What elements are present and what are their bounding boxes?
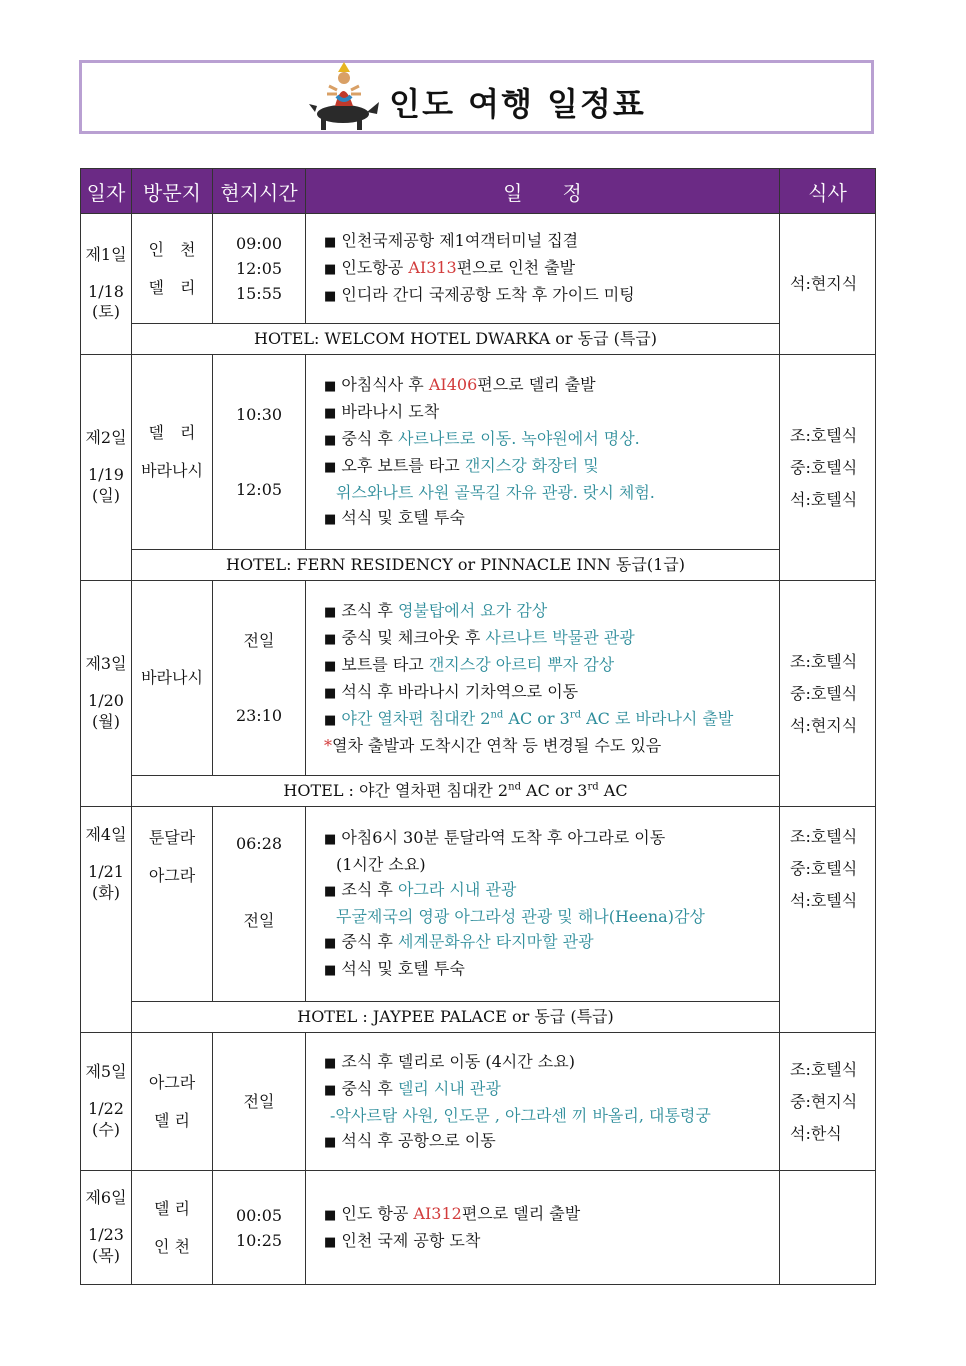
schedule-cell xyxy=(306,581,780,776)
day-label: 제6일 xyxy=(85,1188,127,1208)
schedule-line: ■ 석식 후 바라나시 기차역으로 이동 xyxy=(324,682,579,701)
place-item: 인 천 xyxy=(148,239,196,259)
time-cell xyxy=(213,1171,306,1285)
weekday-label: (화) xyxy=(92,882,120,902)
header-row xyxy=(81,169,876,214)
day-cell xyxy=(81,1171,132,1285)
meal-cell xyxy=(780,1171,876,1285)
meal-cell xyxy=(780,214,876,355)
schedule-line: ■ 야간 열차편 침대칸 2nd AC or 3rd AC 로 바라나시 출발 xyxy=(324,709,734,728)
place-item: 델 리 xyxy=(148,277,196,297)
place-cell xyxy=(132,1171,213,1285)
time-item: 10:25 xyxy=(235,1230,283,1250)
meal-cell xyxy=(780,1033,876,1171)
header-schedule: 일 정 xyxy=(306,169,780,214)
schedule-line: (1시간 소요) xyxy=(336,855,426,874)
schedule-line: ■ 오후 보트를 타고 갠지스강 화장터 및 xyxy=(324,456,599,475)
day-cell xyxy=(81,214,132,355)
date-label: 1/22 xyxy=(88,1099,124,1119)
meal-item: 조:호텔식 xyxy=(790,425,858,445)
meal-item: 석:한식 xyxy=(790,1123,842,1143)
meal-item: 석:현지식 xyxy=(790,715,858,735)
schedule-line: ■ 아침식사 후 AI406편으로 델리 출발 xyxy=(324,375,596,394)
place-item: 델 리 xyxy=(154,1198,190,1218)
schedule-cell xyxy=(306,1171,780,1285)
schedule-line: ■ 보트를 타고 갠지스강 아르티 뿌자 감상 xyxy=(324,655,615,674)
place-item: 델 리 xyxy=(148,423,196,442)
bullet-icon: ■ xyxy=(324,632,337,647)
schedule-line: ■ 석식 및 호텔 투숙 xyxy=(324,959,465,978)
day-row xyxy=(81,1171,876,1285)
day-cell xyxy=(81,581,132,807)
day-label: 제2일 xyxy=(85,428,127,448)
meal-item: 조:호텔식 xyxy=(790,1059,858,1079)
header-time: 현지시간 xyxy=(213,169,306,214)
schedule-line: ■ 중식 후 델리 시내 관광 xyxy=(324,1079,501,1098)
schedule-line: 무굴제국의 영광 아그라성 관광 및 해나(Heena)감상 xyxy=(336,907,705,926)
place-item: 인 천 xyxy=(154,1236,190,1256)
header-day: 일자 xyxy=(81,169,132,214)
bullet-icon: ■ xyxy=(324,963,337,978)
schedule-line: ■ 아침6시 30분 툰달라역 도착 후 아그라로 이동 xyxy=(324,828,666,847)
date-label: 1/23 xyxy=(88,1225,124,1245)
weekday-label: (수) xyxy=(92,1119,120,1139)
hotel-row: HOTEL: WELCOM HOTEL DWARKA or 동급 (특급) xyxy=(132,324,780,355)
day-row xyxy=(81,355,876,550)
time-cell xyxy=(213,807,306,1002)
schedule-line: ■ 중식 및 체크아웃 후 사르나트 박물관 관광 xyxy=(324,628,635,647)
hotel-row: HOTEL: FERN RESIDENCY or PINNACLE INN 동급(1급) xyxy=(132,550,780,581)
bullet-icon: ■ xyxy=(324,1135,337,1150)
bullet-icon: ■ xyxy=(324,379,337,394)
place-item: 아그라 xyxy=(148,1072,196,1092)
meal-item: 중:호텔식 xyxy=(790,683,858,703)
schedule-line: -악사르탐 사원, 인도문 , 아그라센 끼 바올리, 대통령궁 xyxy=(330,1106,711,1125)
schedule-cell xyxy=(306,807,780,1002)
time-item: 전일 xyxy=(243,1092,275,1111)
date-label: 1/20 xyxy=(88,691,124,711)
bullet-icon: ■ xyxy=(324,884,337,899)
schedule-line: ■ 인도 항공 AI312편으로 델리 출발 xyxy=(324,1203,581,1223)
schedule-line: ■ 인천국제공항 제1여객터미널 집결 xyxy=(324,231,579,250)
hotel-row: HOTEL : 야간 열차편 침대칸 2nd AC or 3rd AC xyxy=(132,776,780,807)
hotel-row: HOTEL : JAYPEE PALACE or 동급 (특급) xyxy=(132,1002,780,1033)
time-item: 23:10 xyxy=(235,706,283,725)
date-label: 1/21 xyxy=(88,861,124,881)
bullet-icon: ■ xyxy=(324,659,337,674)
time-item: 10:30 xyxy=(235,405,283,424)
day-cell xyxy=(81,1033,132,1171)
time-item: 00:05 xyxy=(235,1205,283,1225)
time-item: 06:28 xyxy=(235,834,283,853)
schedule-cell xyxy=(306,1033,780,1171)
place-cell xyxy=(132,214,213,324)
bullet-icon: ■ xyxy=(324,713,337,728)
bullet-icon: ■ xyxy=(324,1234,337,1250)
weekday-label: (토) xyxy=(92,302,120,322)
time-item: 12:05 xyxy=(235,259,283,278)
title-box xyxy=(79,60,874,134)
header-place: 방문지 xyxy=(132,169,213,214)
meal-item: 중:현지식 xyxy=(790,1091,858,1111)
time-cell xyxy=(213,1033,306,1171)
bullet-icon: ■ xyxy=(324,289,337,304)
schedule-cell xyxy=(306,355,780,550)
schedule-line: ■ 인도항공 AI313편으로 인천 출발 xyxy=(324,258,576,277)
bullet-icon: ■ xyxy=(324,406,337,421)
header-meal: 식사 xyxy=(780,169,876,214)
day-label: 제4일 xyxy=(85,825,127,844)
day-label: 제3일 xyxy=(85,654,127,674)
time-cell xyxy=(213,355,306,550)
bullet-icon: ■ xyxy=(324,235,337,250)
weekday-label: (월) xyxy=(92,711,120,731)
time-item: 전일 xyxy=(243,631,275,650)
schedule-line: ■ 조식 후 아그라 시내 관광 xyxy=(324,880,517,899)
day-cell xyxy=(81,807,132,1033)
day-cell xyxy=(81,355,132,581)
place-cell xyxy=(132,581,213,776)
day-row xyxy=(81,581,876,776)
goddess-on-tiger-icon xyxy=(307,56,383,132)
time-cell xyxy=(213,581,306,776)
time-item: 09:00 xyxy=(235,234,283,253)
time-item: 12:05 xyxy=(235,480,283,499)
meal-item: 조:호텔식 xyxy=(790,651,858,671)
bullet-icon: ■ xyxy=(324,1056,337,1071)
date-label: 1/19 xyxy=(88,465,124,485)
schedule-line: ■ 석식 및 호텔 투숙 xyxy=(324,508,465,527)
day-label: 제5일 xyxy=(85,1062,127,1082)
meal-cell xyxy=(780,581,876,807)
time-cell xyxy=(213,214,306,324)
place-item: 툰달라 xyxy=(148,828,196,847)
bullet-icon: ■ xyxy=(324,460,337,475)
meal-item: 조:호텔식 xyxy=(790,827,858,846)
schedule-line: ■ 조식 후 델리로 이동 (4시간 소요) xyxy=(324,1052,575,1071)
place-cell xyxy=(132,1033,213,1171)
day-row xyxy=(81,214,876,324)
meal-cell xyxy=(780,355,876,581)
meal-item: 석:현지식 xyxy=(790,274,858,293)
meal-cell xyxy=(780,807,876,1033)
schedule-line: ■ 중식 후 사르나트로 이동. 녹야원에서 명상. xyxy=(324,429,640,448)
time-item: 전일 xyxy=(243,911,275,930)
schedule-line: ■ 조식 후 영불탑에서 요가 감상 xyxy=(324,601,548,620)
weekday-label: (일) xyxy=(92,485,120,505)
meal-item: 중:호텔식 xyxy=(790,859,858,878)
place-item: 바라나시 xyxy=(141,461,203,480)
place-cell xyxy=(132,355,213,550)
bullet-icon: ■ xyxy=(324,936,337,951)
schedule-line: ■ 인천 국제 공항 도착 xyxy=(324,1230,481,1250)
place-item: 델 리 xyxy=(154,1110,190,1130)
meal-item: 석:호텔식 xyxy=(790,489,858,509)
schedule-line: ■ 인디라 간디 국제공항 도착 후 가이드 미팅 xyxy=(324,285,635,304)
meal-item: 석:호텔식 xyxy=(790,891,858,910)
bullet-icon: ■ xyxy=(324,1083,337,1098)
schedule-line: ■ 바라나시 도착 xyxy=(324,402,440,421)
bullet-icon: ■ xyxy=(324,686,337,701)
day-row xyxy=(81,1033,876,1171)
schedule-line: ■ 중식 후 세계문화유산 타지마할 관광 xyxy=(324,932,594,951)
bullet-icon: ■ xyxy=(324,1207,337,1223)
day-row xyxy=(81,807,876,1002)
schedule-line: 위스와나트 사원 골목길 자유 관광. 랏시 체험. xyxy=(336,483,655,502)
schedule-line: ■ 석식 후 공항으로 이동 xyxy=(324,1131,496,1150)
bullet-icon: ■ xyxy=(324,512,337,527)
place-item: 바라나시 xyxy=(141,668,203,687)
schedule-cell xyxy=(306,214,780,324)
weekday-label: (목) xyxy=(92,1245,120,1265)
place-item: 아그라 xyxy=(148,866,196,885)
bullet-icon: ■ xyxy=(324,832,337,847)
bullet-icon: ■ xyxy=(324,433,337,448)
day-label: 제1일 xyxy=(85,244,127,264)
schedule-line: *열차 출발과 도착시간 연착 등 변경될 수도 있음 xyxy=(324,736,662,755)
time-item: 15:55 xyxy=(235,284,283,303)
bullet-icon: ■ xyxy=(324,262,337,277)
meal-item: 중:호텔식 xyxy=(790,457,858,477)
date-label: 1/18 xyxy=(88,281,124,301)
page-title: 인도 여행 일정표 xyxy=(389,85,646,123)
itinerary-table xyxy=(80,168,876,1285)
place-cell xyxy=(132,807,213,1002)
bullet-icon: ■ xyxy=(324,605,337,620)
